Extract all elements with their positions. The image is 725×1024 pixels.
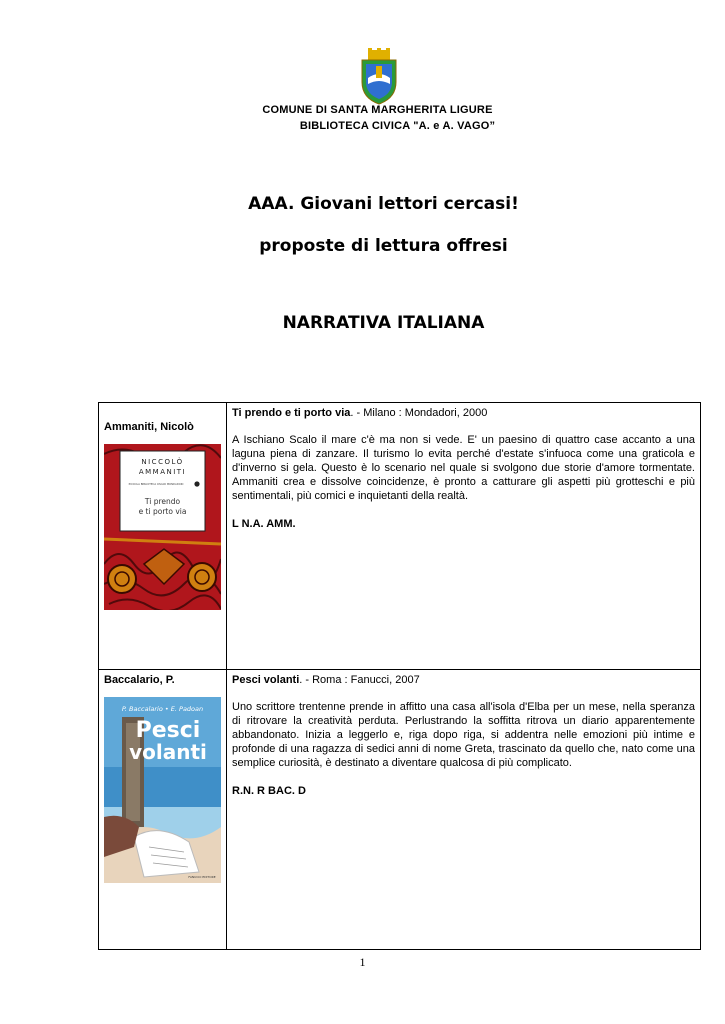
book-list-table [98,402,701,950]
cover-title-first: Pesci [135,718,201,743]
book-cover-image [104,444,221,610]
cover-series-badge [194,481,199,486]
book-author: Ammaniti, Nicolò [104,421,194,433]
book-row [99,670,701,950]
description-cell [227,403,701,670]
section-heading: NARRATIVA ITALIANA [282,313,485,333]
cover-publisher: FANUCCI EDITORE [188,875,216,879]
page-number: 1 [359,955,366,969]
book-imprint: . - Roma : Fanucci, 2007 [299,674,420,686]
header-library: BIBLIOTECA CIVICA "A. e A. VAGO” [299,120,496,132]
book-imprint: . - Milano : Mondadori, 2000 [350,407,488,419]
book-row [99,403,701,670]
cover-series: PICCOLA BIBLIOTECA OSCAR MONDADORI [128,483,184,486]
book-citation [232,673,695,687]
cover-title-second: e ti porto via [138,507,187,516]
cover-author-first: NICCOLÒ [141,458,184,466]
book-cover-image [104,697,221,883]
cover-authors: P. Baccalario • E. Padoan [121,705,204,713]
page-title: AAA. Giovani lettori cercasi! [248,194,519,214]
description-cell [227,670,701,950]
book-shelf-location: R.N. R BAC. D [232,785,306,797]
author-cell [99,403,227,670]
header-municipality: COMUNE DI SANTA MARGHERITA LIGURE [262,104,493,116]
page-subtitle: proposte di lettura offresi [259,236,508,256]
cover-title-second: volanti [129,740,207,764]
book-citation [232,406,695,420]
book-description: Uno scrittore trentenne prende in affitto una casa all'isola d'Elba per un mese, nella speranza di ritrovare la creatività perduta. Perlustrando la soffitta ritrova un diario apparentemente abbandonato. Inizia a leggerlo e, riga dopo riga, si addentra nelle emozioni più intime e profonde di una ragazza di sedici anni di nome Greta, trascinato da quello che, nato come una semplice curiosità, è destinato a diventare qualcosa di più complicato. [232,701,695,769]
municipal-crest-logo [358,48,400,106]
book-description: A Ischiano Scalo il mare c'è ma non si vede. E' un paesino di quattro case accanto a una laguna piena di zanzare. Il turismo lo evita perché d'estate s'infuoca come una graticola e d'inverno si gela. Questo è lo scenario nel quale si svolgono due storie d'amore tormentate. Ammaniti crea e dissolve coincidenze, è pronto a catturare gli aspetti più grotteschi e più sentimentali, più comici e inquietanti della realtà. [232,434,695,502]
book-title: Ti prendo e ti porto via [232,407,351,419]
cover-title-first: Ti prendo [144,497,181,506]
book-shelf-location: L N.A. AMM. [232,518,296,530]
author-cell [99,670,227,950]
cover-author-last: AMMANITI [138,468,187,476]
book-title: Pesci volanti [232,674,300,686]
book-author: Baccalario, P. [104,674,175,686]
